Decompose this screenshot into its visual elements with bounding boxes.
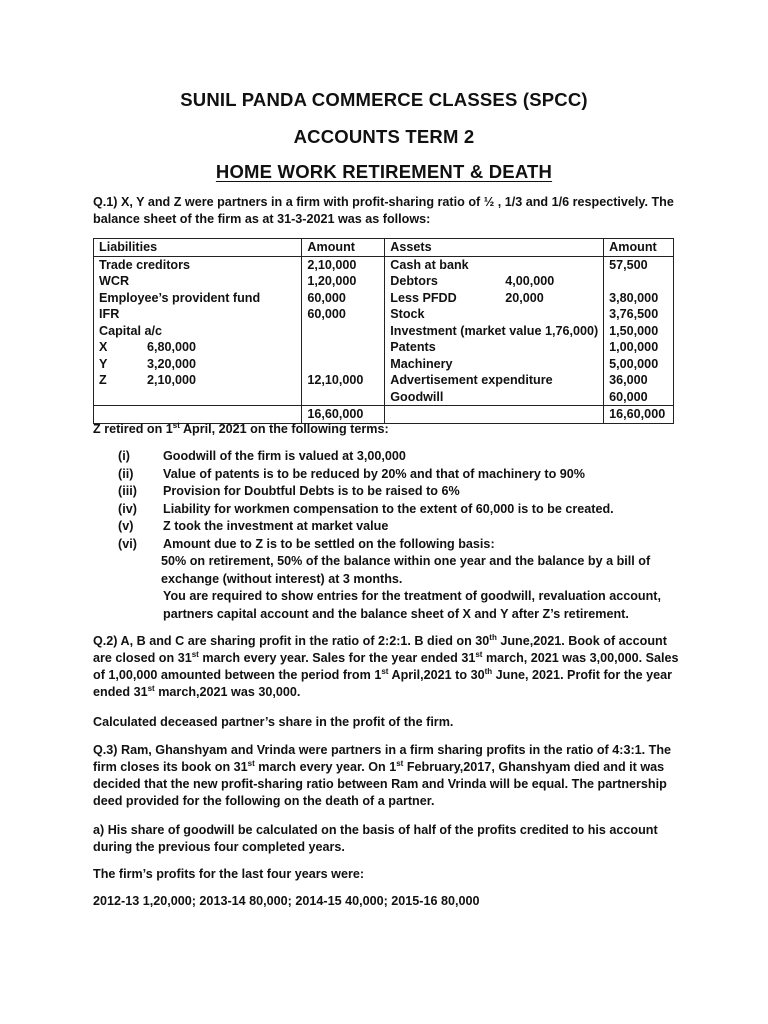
liability-amount: 60,000 xyxy=(302,306,385,323)
settlement-text: 50% on retirement, 50% of the balance within one year and the balance by a bill of exchange (without interest) at 3 months. xyxy=(161,554,651,586)
partner-name: Y xyxy=(99,356,108,371)
q2-part: march every year. Sales for the year ended 31 xyxy=(198,651,476,665)
term-text: Goodwill of the firm is valued at 3,00,000 xyxy=(163,449,406,463)
ordinal-suffix: st xyxy=(247,759,255,768)
term-number: (v) xyxy=(118,519,134,533)
asset-cell xyxy=(385,356,604,373)
term-text: Z took the investment at market value xyxy=(163,519,389,533)
table-row xyxy=(94,256,674,273)
table-row xyxy=(94,356,674,373)
liability-cell: WCR xyxy=(94,273,302,290)
table-row xyxy=(94,339,674,356)
asset-name: Less PFDD xyxy=(390,290,457,305)
balance-sheet-table xyxy=(93,238,674,424)
total-liabilities: 16,60,000 xyxy=(302,406,385,424)
topic-title: HOME WORK RETIREMENT & DEATH xyxy=(215,161,553,182)
ordinal-suffix: st xyxy=(147,684,155,693)
course-title: ACCOUNTS TERM 2 xyxy=(293,126,475,147)
term-number: (ii) xyxy=(118,466,134,481)
q2-part: march,2021 was 30,000. xyxy=(154,685,301,699)
institute-title: SUNIL PANDA COMMERCE CLASSES (SPCC) xyxy=(180,89,588,110)
term-text: Liability for workmen compensation to the extent of 60,000 is to be created. xyxy=(163,501,614,516)
asset-subvalue: 4,00,000 xyxy=(505,274,555,288)
asset-amount: 60,000 xyxy=(604,389,674,406)
q2-task: Calculated deceased partner’s share in the profit of the firm. xyxy=(93,715,454,729)
retirement-text: Z retired on 1 xyxy=(93,422,173,436)
q1-intro: Q.1) X, Y and Z were partners in a firm with profit-sharing ratio of ½ , 1/3 and 1/6 respectively. The balance sheet of the firm as at 31-3-2021 was as follows: xyxy=(93,195,674,226)
q2-part: Q.2) A, B and C are sharing profit in the ratio of 2:2:1. B died on 30 xyxy=(93,634,490,648)
term-text: Amount due to Z is to be settled on the following basis: xyxy=(163,536,495,551)
ordinal-suffix: st xyxy=(475,650,483,659)
liability-amount xyxy=(302,389,385,406)
q2-part: June, 2021. Profit for the year ended 31 xyxy=(93,668,673,699)
asset-name: Cash at bank xyxy=(390,257,469,272)
asset-subvalue: 20,000 xyxy=(505,290,544,305)
asset-name: Patents xyxy=(390,340,436,354)
q3-profits-list: 2012-13 1,20,000; 2013-14 80,000; 2014-15 40,000; 2015-16 80,000 xyxy=(93,894,480,908)
asset-cell xyxy=(385,273,604,290)
total-assets: 16,60,000 xyxy=(604,406,674,424)
term-text: Provision for Doubtful Debts is to be raised to 6% xyxy=(163,484,460,498)
term-number: (iii) xyxy=(118,484,137,498)
q2-part: June,2021. Book of account are closed on 31 xyxy=(93,634,667,665)
asset-cell xyxy=(385,372,604,389)
asset-cell xyxy=(385,290,604,307)
partner-capital: 3,20,000 xyxy=(147,356,197,371)
asset-amount: 1,00,000 xyxy=(604,339,674,356)
liability-cell: Capital a/c xyxy=(94,323,302,340)
q3-part: march every year. On 1 xyxy=(254,760,397,774)
list-item xyxy=(118,501,614,519)
q2-part: April,2021 to 30 xyxy=(388,668,485,682)
q2-part: march, 2021 was 3,00,000. Sales of 1,00,000 amounted between the period from 1 xyxy=(93,651,679,682)
q3-text xyxy=(93,742,685,810)
partner-name: X xyxy=(99,340,108,354)
list-item xyxy=(118,536,614,554)
retirement-text: April, 2021 on the following terms: xyxy=(179,422,389,436)
header-liabilities: Liabilities xyxy=(94,239,302,257)
asset-amount: 5,00,000 xyxy=(604,356,674,373)
liability-amount xyxy=(302,356,385,373)
required-text: You are required to show entries for the treatment of goodwill, revaluation account, partners capital account and the balance sheet of X and Y after Z’s retirement. xyxy=(163,589,661,621)
list-item xyxy=(118,466,614,484)
liability-amount: 12,10,000 xyxy=(302,372,385,389)
table-row xyxy=(94,290,674,307)
table-row xyxy=(94,273,674,290)
asset-cell xyxy=(385,323,604,340)
list-item xyxy=(118,483,614,501)
partner-capital: 6,80,000 xyxy=(147,340,197,354)
q3-part: Q.3) Ram, Ghanshyam and Vrinda were partners in a firm sharing profits in the ratio of 4:3:1. The firm closes its book on 31 xyxy=(93,743,672,774)
asset-name: Debtors xyxy=(390,274,438,288)
liability-amount: 1,20,000 xyxy=(302,273,385,290)
asset-cell xyxy=(385,306,604,323)
asset-name: Investment (market value 1,76,000) xyxy=(390,323,599,338)
capital-cell xyxy=(94,372,302,389)
partner-capital: 2,10,000 xyxy=(147,373,197,387)
header-amount: Amount xyxy=(604,239,674,257)
ordinal-suffix: st xyxy=(191,650,199,659)
table-row xyxy=(94,389,674,406)
liability-amount xyxy=(302,323,385,340)
table-header-row xyxy=(94,239,674,257)
asset-name: Machinery xyxy=(390,356,453,371)
q3-goodwill-basis: a) His share of goodwill be calculated on the basis of half of the profits credited to his account during the previous four completed years. xyxy=(93,823,658,854)
liability-amount: 60,000 xyxy=(302,290,385,307)
ordinal-suffix: st xyxy=(381,667,389,676)
q3-profits-intro: The firm’s profits for the last four years were: xyxy=(93,867,365,881)
asset-name: Goodwill xyxy=(390,389,444,404)
asset-amount: 3,76,500 xyxy=(604,306,674,323)
header-assets: Assets xyxy=(385,239,604,257)
asset-amount xyxy=(604,273,674,290)
ordinal-suffix: st xyxy=(172,421,180,430)
liability-cell xyxy=(94,389,302,406)
ordinal-suffix: th xyxy=(484,667,493,676)
asset-cell xyxy=(385,389,604,406)
term-number: (i) xyxy=(118,449,130,463)
asset-amount: 57,500 xyxy=(604,256,674,273)
header-amount: Amount xyxy=(302,239,385,257)
term-number: (iv) xyxy=(118,501,137,516)
list-item xyxy=(118,448,614,466)
liability-amount xyxy=(302,339,385,356)
term-number: (vi) xyxy=(118,536,137,551)
list-item xyxy=(118,518,614,536)
asset-amount: 3,80,000 xyxy=(604,290,674,307)
asset-amount: 1,50,000 xyxy=(604,323,674,340)
capital-cell xyxy=(94,339,302,356)
q3-part: February,2017, Ghanshyam died and it was decided that the new profit-sharing ratio between Ram and Vrinda will be equal. The partnership deed provided for the following on the death of a partner. xyxy=(93,760,667,808)
asset-cell xyxy=(385,256,604,273)
asset-name: Advertisement expenditure xyxy=(390,373,553,387)
liability-cell: IFR xyxy=(94,306,302,323)
retirement-line xyxy=(93,421,685,438)
table-row xyxy=(94,323,674,340)
table-row xyxy=(94,306,674,323)
ordinal-suffix: st xyxy=(396,759,404,768)
asset-name: Stock xyxy=(390,307,425,321)
term-text: Value of patents is to be reduced by 20% and that of machinery to 90% xyxy=(163,466,585,481)
liability-amount: 2,10,000 xyxy=(302,256,385,273)
liability-cell: Trade creditors xyxy=(94,256,302,273)
capital-cell xyxy=(94,356,302,373)
liability-cell: Employee’s provident fund xyxy=(94,290,302,307)
partner-name: Z xyxy=(99,373,107,387)
terms-list xyxy=(118,448,614,553)
q2-text xyxy=(93,633,685,701)
asset-cell xyxy=(385,339,604,356)
asset-amount: 36,000 xyxy=(604,372,674,389)
table-row xyxy=(94,372,674,389)
ordinal-suffix: th xyxy=(489,633,497,642)
